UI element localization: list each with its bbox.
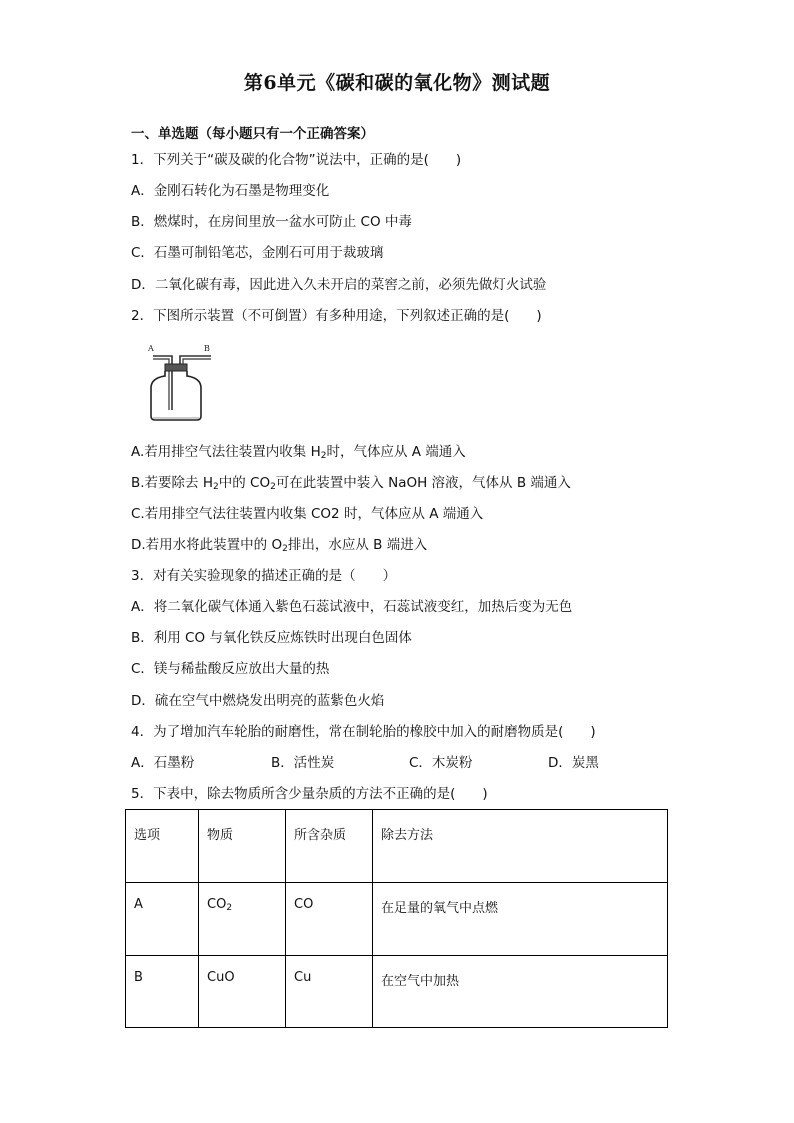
q4-option-d: D．炭黑	[548, 755, 599, 771]
q1-option-d: D．二氧化碳有毒，因此进入久未开启的菜窖之前，必须先做灯火试验	[131, 277, 547, 293]
header-option: 选项	[126, 810, 199, 883]
q2-stem: 2．下图所示装置（不可倒置）有多种用途，下列叙述正确的是( )	[131, 308, 542, 324]
q4-option-b: B．活性炭	[271, 755, 335, 771]
cell-impurity: Cu	[286, 956, 373, 1028]
cell-substance: CuO	[199, 956, 286, 1028]
q2-option-a: A.若用排空气法往装置内收集 $H_2$时，气体应从 A 端通入	[131, 444, 466, 461]
q2-option-b: B.若要除去 $H_2$中的 $CO_2$可在此装置中装入 NaOH 溶液，气体从 B 端通入	[131, 475, 571, 492]
table-row	[126, 956, 668, 1028]
q1-stem: 1．下列关于“碳及碳的化合物”说法中，正确的是( )	[131, 152, 462, 168]
header-method: 除去方法	[373, 810, 668, 883]
q4-option-c: C．木炭粉	[409, 755, 473, 771]
q3-option-c: C．镁与稀盐酸反应放出大量的热	[131, 661, 330, 677]
q2-option-d: D.若用水将此装置中的 $O_2$排出，水应从 B 端进入	[131, 537, 428, 554]
label-a: A	[148, 344, 154, 353]
cell-substance: $CO_2$	[199, 883, 286, 956]
header-substance: 物质	[199, 810, 286, 883]
q1-option-a: A．金刚石转化为石墨是物理变化	[131, 183, 330, 199]
q5-stem: 5．下表中，除去物质所含少量杂质的方法不正确的是( )	[131, 786, 488, 802]
section-heading: 一、单选题（每小题只有一个正确答案）	[131, 126, 374, 142]
q3-stem: 3．对有关实验现象的描述正确的是（ ）	[131, 568, 397, 584]
q5-table	[125, 809, 668, 1028]
cell-method: 在空气中加热	[373, 956, 668, 1028]
gas-bottle-apparatus-figure	[141, 340, 226, 424]
q3-option-d: D．硫在空气中燃烧发出明亮的蓝紫色火焰	[131, 693, 385, 709]
cell-option: B	[126, 956, 199, 1028]
cell-impurity: CO	[286, 883, 373, 956]
q2-option-c: C.若用排空气法往装置内收集 CO2 时，气体应从 A 端通入	[131, 506, 484, 522]
q1-option-c: C．石墨可制铅笔芯，金刚石可用于裁玻璃	[131, 245, 384, 261]
table-header-row	[126, 810, 668, 883]
q4-stem: 4．为了增加汽车轮胎的耐磨性，常在制轮胎的橡胶中加入的耐磨物质是( )	[131, 724, 596, 740]
q3-option-a: A．将二氧化碳气体通入紫色石蕊试液中，石蕊试液变红，加热后变为无色	[131, 599, 573, 615]
cell-method: 在足量的氧气中点燃	[373, 883, 668, 956]
q3-option-b: B．利用 CO 与氧化铁反应炼铁时出现白色固体	[131, 630, 412, 646]
table-row	[126, 883, 668, 956]
cell-option: A	[126, 883, 199, 956]
page-title: 第6单元《碳和碳的氧化物》测试题	[243, 72, 551, 94]
q4-option-a: A．石墨粉	[131, 755, 195, 771]
q1-option-b: B．燃煤时，在房间里放一盆水可防止 CO 中毒	[131, 214, 412, 230]
label-b: B	[204, 344, 210, 353]
header-impurity: 所含杂质	[286, 810, 373, 883]
